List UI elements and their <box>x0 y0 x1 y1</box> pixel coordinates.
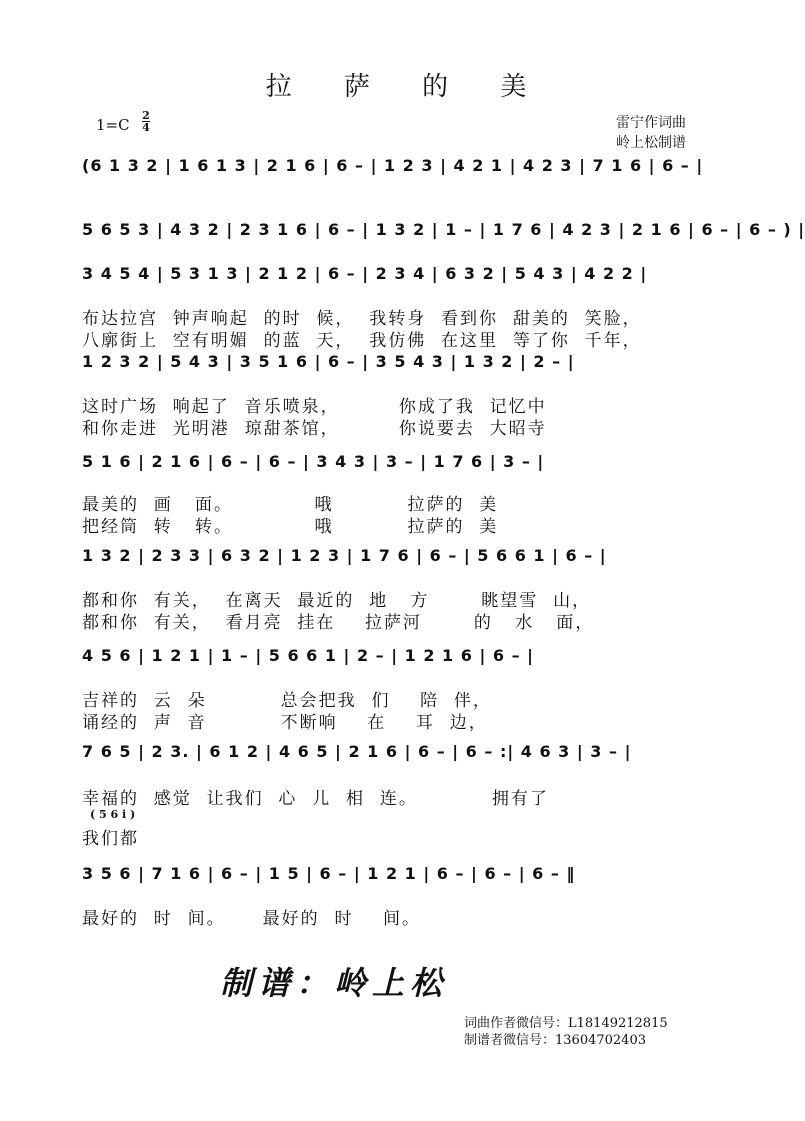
lyric-line: 都和你 有关， 在离天 最近的 地 方 眺望雪 山， <box>82 591 592 611</box>
lyric-line: 幸福的 感觉 让我们 心 儿 相 连。 拥有了 <box>82 789 549 809</box>
lyric-line: 最好的 时 间。 最好的 时 间。 <box>82 909 422 929</box>
meter-bottom: 4 <box>142 121 150 134</box>
notation-row: (6 1 3 2 | 1 6 1 3 | 2 1 6 | 6 – | 1 2 3 | 4 2 1 | 4 2 3 | 7 1 6 | 6 – | <box>82 156 704 175</box>
notation-row: 1 3 2 | 2 3 3 | 6 3 2 | 1 2 3 | 1 7 6 | 6 – | 5 6 6 1 | 6 – | <box>82 546 607 565</box>
notation-row: 3 5 6 | 7 1 6 | 6 – | 1 5 | 6 – | 1 2 1 | 6 – | 6 – | 6 – ‖ <box>82 864 576 883</box>
notation-row: 5 1 6 | 2 1 6 | 6 – | 6 – | 3 4 3 | 3 – | 1 7 6 | 3 – | <box>82 452 545 471</box>
page-title: 拉 萨 的 美 <box>265 72 549 102</box>
transcriber-contact: 制谱者微信号：13604702403 <box>464 1033 646 1048</box>
notation-row: 4 5 6 | 1 2 1 | 1 – | 5 6 6 1 | 2 – | 1 2 1 6 | 6 – | <box>82 646 534 665</box>
lyric-line: 都和你 有关， 看月亮 挂在 拉萨河 的 水 面， <box>82 613 595 633</box>
lyric-line: 和你走进 光明港 琼甜茶馆， 你说要去 大昭寺 <box>82 419 547 439</box>
small-note: ( 5 6 i ) <box>90 808 136 821</box>
notation-row: 3 4 5 4 | 5 3 1 3 | 2 1 2 | 6 – | 2 3 4 | 6 3 2 | 5 4 3 | 4 2 2 | <box>82 264 648 283</box>
lyric-line: 诵经的 声 音 不断响 在 耳 边， <box>82 713 488 733</box>
lyric-line: 最美的 画 面。 哦 拉萨的 美 <box>82 495 499 515</box>
notation-row: 5 6 5 3 | 4 3 2 | 2 3 1 6 | 6 – | 1 3 2 | 1 – | 1 7 6 | 4 2 3 | 2 1 6 | 6 – | 6 – ) | <box>82 220 805 239</box>
composer-contact: 词曲作者微信号：L18149212815 <box>464 1016 668 1031</box>
meter-top: 2 <box>142 109 150 122</box>
time-signature <box>142 110 150 133</box>
notation-row: 1 2 3 2 | 5 4 3 | 3 5 1 6 | 6 – | 3 5 4 3 | 1 3 2 | 2 – | <box>82 352 575 371</box>
lyric-line: 布达拉宫 钟声响起 的时 候， 我转身 看到你 甜美的 笑脸， <box>82 309 642 329</box>
transcriber-credit: 岭上松制谱 <box>616 135 686 151</box>
lyric-line: 把经筒 转 转。 哦 拉萨的 美 <box>82 517 499 537</box>
signature: 制谱：岭上松 <box>220 964 449 1002</box>
notation-row: 7 6 5 | 2 3. | 6 1 2 | 4 6 5 | 2 1 6 | 6 – | 6 – :| 4 6 3 | 3 – | <box>82 742 632 761</box>
composer-credit: 雷宁作词曲 <box>616 115 686 131</box>
key-signature: 1=C <box>96 116 130 134</box>
lyric-line: 吉祥的 云 朵 总会把我 们 陪 伴， <box>82 691 492 711</box>
lyric-line: 八廓街上 空有明媚 的蓝 天， 我仿佛 在这里 等了你 千年， <box>82 331 642 351</box>
lyric-line: 这时广场 响起了 音乐喷泉， 你成了我 记忆中 <box>82 397 547 417</box>
lyric-line: 我们都 <box>82 829 139 849</box>
